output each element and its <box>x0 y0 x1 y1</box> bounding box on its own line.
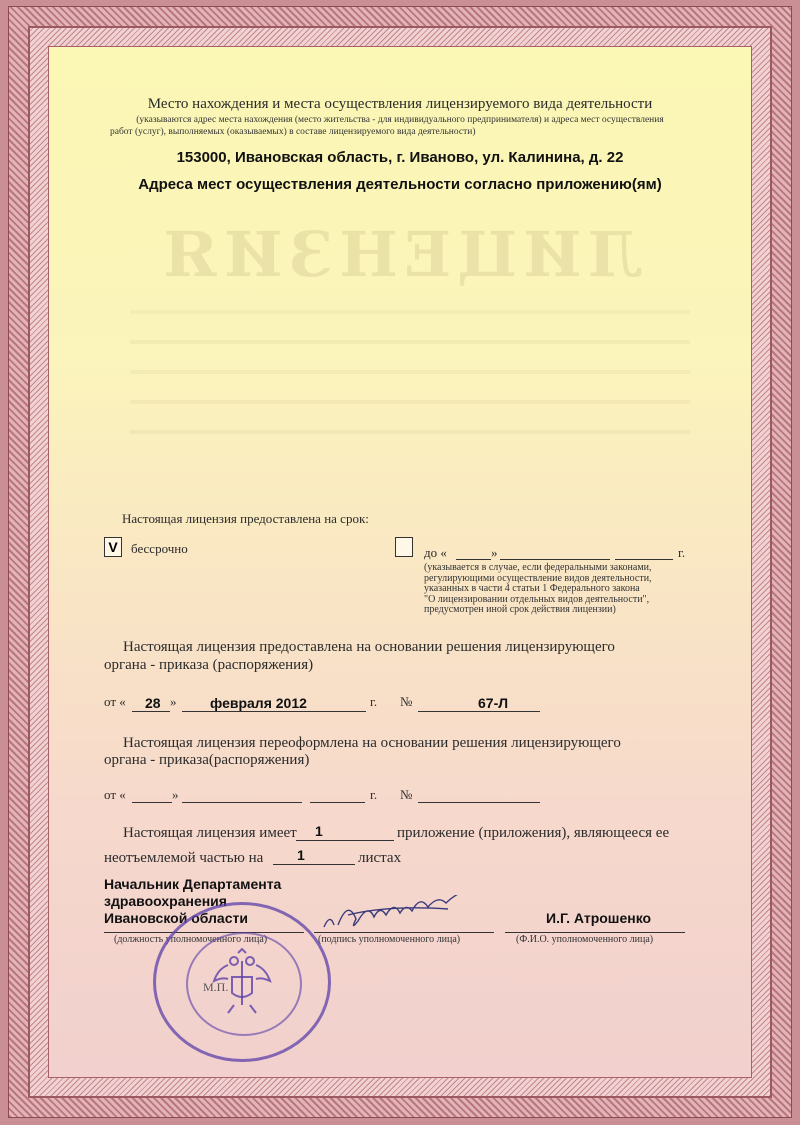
until-month-line <box>500 559 610 560</box>
perpetual-checkbox <box>104 537 122 557</box>
location-note-1: (указываются адрес места нахождения (место жительства - для индивидуального предпринимателя) и адреса мест осуществления <box>136 115 664 125</box>
appendix-sheets-text-a: неотъемлемой частью на <box>104 850 264 866</box>
name-line <box>505 932 685 933</box>
reissue-month-line <box>182 802 302 803</box>
basis-line-2: органа - приказа (распоряжения) <box>104 657 314 673</box>
term-note-line: регулирующими осуществление видов деятельности, <box>424 572 652 584</box>
appendix-text-a: Настоящая лицензия имеет <box>123 825 297 841</box>
basis-day: 28 <box>145 695 161 711</box>
term-note <box>424 563 652 616</box>
perpetual-label: бессрочно <box>131 541 188 556</box>
location-note-2: работ (услуг), выполняемых (оказываемых) в составе лицензируемого вида деятельности) <box>110 127 476 137</box>
until-close-quote: » <box>491 545 498 560</box>
basis-day-line <box>132 711 170 712</box>
reissue-year-suffix: г. <box>370 787 378 802</box>
term-note-line: "О лицензировании отдельных видов деятельности", <box>424 593 650 605</box>
until-year-line <box>615 559 673 560</box>
term-note-line: (указывается в случае, если федеральными законами, <box>424 562 652 573</box>
signatory-position-line: здравоохранения <box>104 893 227 909</box>
location-title: Место нахождения и места осуществления лицензируемого вида деятельности <box>147 96 653 112</box>
basis-number: 67-Л <box>478 695 509 711</box>
basis-month-year: февраля 2012 <box>210 695 307 711</box>
basis-date-line <box>182 711 366 712</box>
reissue-number-line <box>418 802 540 803</box>
reissue-number-label: № <box>400 787 413 802</box>
term-note-line: указанных в части 4 статьи 1 Федерального закона <box>424 583 640 594</box>
address: 153000, Ивановская область, г. Иваново, ул. Калинина, д. 22 <box>176 149 624 166</box>
watermark-bleed-through: ЛИЦЕНЗИЯ <box>157 218 643 291</box>
appendix-count: 1 <box>315 823 323 839</box>
reissue-day-line <box>132 802 172 803</box>
term-note-line: предусмотрен иной срок действия лицензии) <box>424 604 616 615</box>
basis-from-label: от « <box>104 694 126 709</box>
reissue-from-label: от « <box>104 787 126 802</box>
basis-year-suffix: г. <box>370 694 378 709</box>
basis-number-line <box>418 711 540 712</box>
basis-line-1: Настоящая лицензия предоставлена на основании решения лицензирующего <box>123 639 615 655</box>
appendix-sheets: 1 <box>297 847 305 863</box>
signatory-position-line: Начальник Департамента <box>104 876 282 892</box>
until-checkbox <box>395 537 413 557</box>
until-day-line <box>456 559 491 560</box>
appendix-sheets-line <box>273 864 355 865</box>
double-headed-eagle-icon <box>206 947 278 1017</box>
reissue-year-line <box>310 802 365 803</box>
signatory-name: И.Г. Атрошенко <box>546 910 652 926</box>
watermark-lines <box>130 300 690 460</box>
reissue-line-2: органа - приказа(распоряжения) <box>104 752 310 768</box>
until-year-suffix: г. <box>678 545 686 560</box>
signatory-position-line: Ивановской области <box>104 910 248 926</box>
basis-close-quote: » <box>170 694 177 709</box>
appendix-sheets-text-b: листах <box>358 850 402 866</box>
reissue-line-1: Настоящая лицензия переоформлена на основании решения лицензирующего <box>123 735 621 751</box>
appendix-count-line <box>296 840 394 841</box>
term-label: Настоящая лицензия предоставлена на срок: <box>122 511 369 526</box>
caption-position: (должность уполномоченного лица) <box>114 934 268 945</box>
until-label: до « <box>424 545 447 560</box>
check-mark: V <box>108 539 118 555</box>
official-seal <box>153 902 331 1062</box>
basis-number-label: № <box>400 694 413 709</box>
addresses-reference: Адреса мест осуществления деятельности согласно приложению(ям) <box>138 176 662 193</box>
mp-label: М.П. <box>203 980 229 994</box>
caption-name: (Ф.И.О. уполномоченного лица) <box>516 934 654 945</box>
appendix-text-b: приложение (приложения), являющееся ее <box>397 825 670 841</box>
reissue-close-quote: » <box>172 787 179 802</box>
caption-signature: (подпись уполномоченного лица) <box>318 934 461 945</box>
